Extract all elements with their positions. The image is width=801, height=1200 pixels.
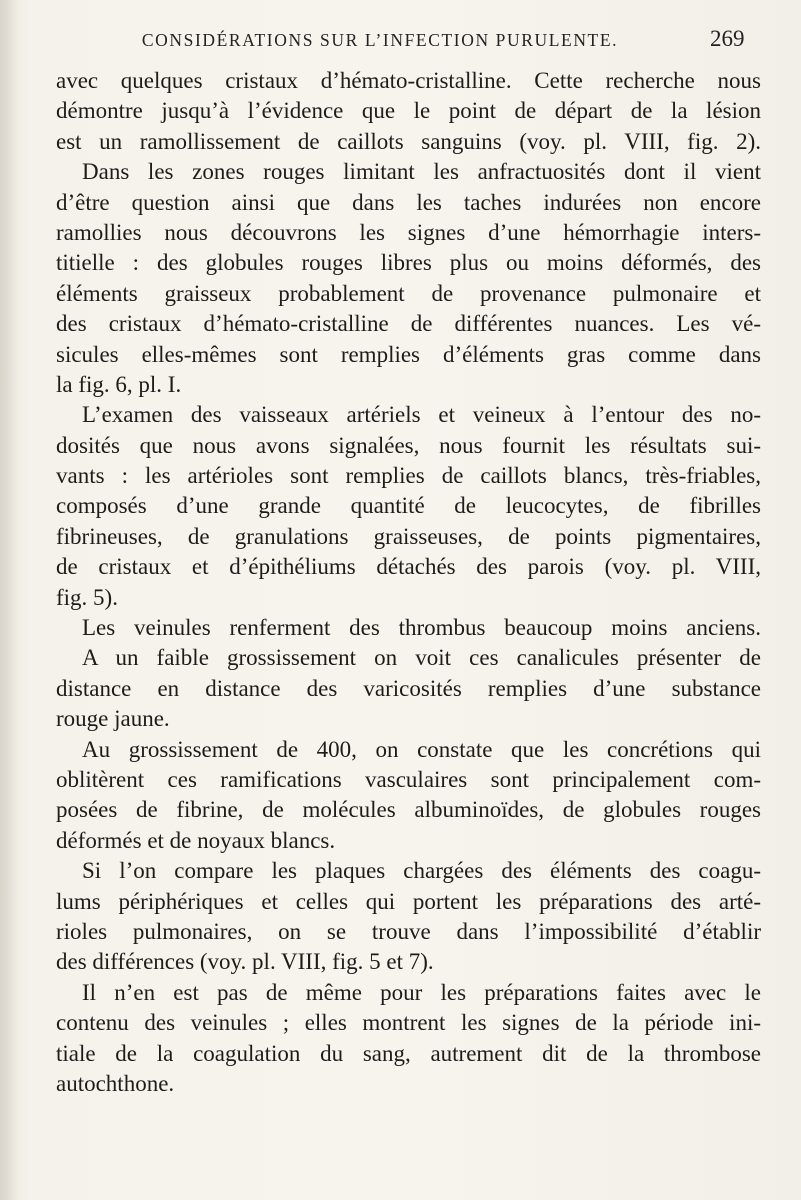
- page-number: 269: [710, 26, 745, 51]
- text-line: de cristaux et d’épithéliums détachés des parois (voy. pl. VIII,: [56, 554, 761, 580]
- text-line: titielle : des globules rouges libres plus ou moins déformés, des: [56, 250, 761, 276]
- text-line: Dans les zones rouges limitant les anfractuosités dont il vient: [82, 159, 761, 185]
- text-line: ramollies nous découvrons les signes d’une hémorrhagie inters-: [56, 219, 761, 245]
- text-line: rouge jaune.: [56, 706, 170, 732]
- page-gutter-shadow: [0, 0, 18, 1200]
- text-line: tiale de la coagulation du sang, autrement dit de la thrombose: [56, 1040, 761, 1066]
- text-line: fig. 5).: [56, 584, 118, 610]
- text-line: contenu des veinules ; elles montrent les signes de la période ini-: [56, 1010, 761, 1036]
- text-line: L’examen des vaisseaux artériels et veineux à l’entour des no-: [82, 402, 761, 428]
- text-line: distance en distance des varicosités remplies d’une substance: [56, 675, 761, 701]
- text-line: dosités que nous avons signalées, nous fournit les résultats sui-: [56, 432, 761, 458]
- text-line: fibrineuses, de granulations graisseuses, de points pigmentaires,: [56, 523, 761, 549]
- text-line: vants : les artérioles sont remplies de caillots blancs, très-friables,: [56, 463, 761, 489]
- text-line: la fig. 6, pl. I.: [56, 371, 182, 397]
- text-line: oblitèrent ces ramifications vasculaires sont principalement com-: [56, 766, 761, 792]
- text-line: autochthone.: [56, 1070, 175, 1096]
- text-line: des différences (voy. pl. VIII, fig. 5 et 7).: [56, 949, 434, 975]
- text-line: avec quelques cristaux d’hémato-cristalline. Cette recherche nous: [56, 68, 761, 93]
- text-line: Au grossissement de 400, on constate que les concrétions qui: [82, 736, 761, 762]
- body-text: [56, 66, 761, 1099]
- text-line: est un ramollissement de caillots sanguins (voy. pl. VIII, fig. 2).: [56, 128, 761, 154]
- running-head: CONSIDÉRATIONS SUR L’INFECTION PURULENTE.: [141, 30, 619, 50]
- text-line: éléments graisseux probablement de provenance pulmonaire et: [56, 280, 761, 306]
- text-line: posées de fibrine, de molécules albuminoïdes, de globules rouges: [56, 797, 761, 823]
- text-line: A un faible grossissement on voit ces canalicules présenter de: [82, 645, 761, 671]
- text-line: des cristaux d’hémato-cristalline de différentes nuances. Les vé-: [56, 311, 761, 337]
- text-line: démontre jusqu’à l’évidence que le point de départ de la lésion: [56, 98, 761, 124]
- text-line: rioles pulmonaires, on se trouve dans l’impossibilité d’établir: [56, 918, 761, 944]
- text-line: d’être question ainsi que dans les taches indurées non encore: [56, 189, 761, 215]
- text-line: déformés et de noyaux blancs.: [56, 827, 336, 853]
- text-line: Les veinules renferment des thrombus beaucoup moins anciens.: [82, 615, 761, 641]
- text-line: composés d’une grande quantité de leucocytes, de fibrilles: [56, 493, 761, 519]
- text-line: lums périphériques et celles qui portent les préparations des arté-: [56, 888, 761, 914]
- text-line: sicules elles-mêmes sont remplies d’éléments gras comme dans: [56, 341, 761, 367]
- text-line: Si l’on compare les plaques chargées des éléments des coagu-: [82, 858, 761, 884]
- text-line: Il n’en est pas de même pour les préparations faites avec le: [82, 979, 761, 1005]
